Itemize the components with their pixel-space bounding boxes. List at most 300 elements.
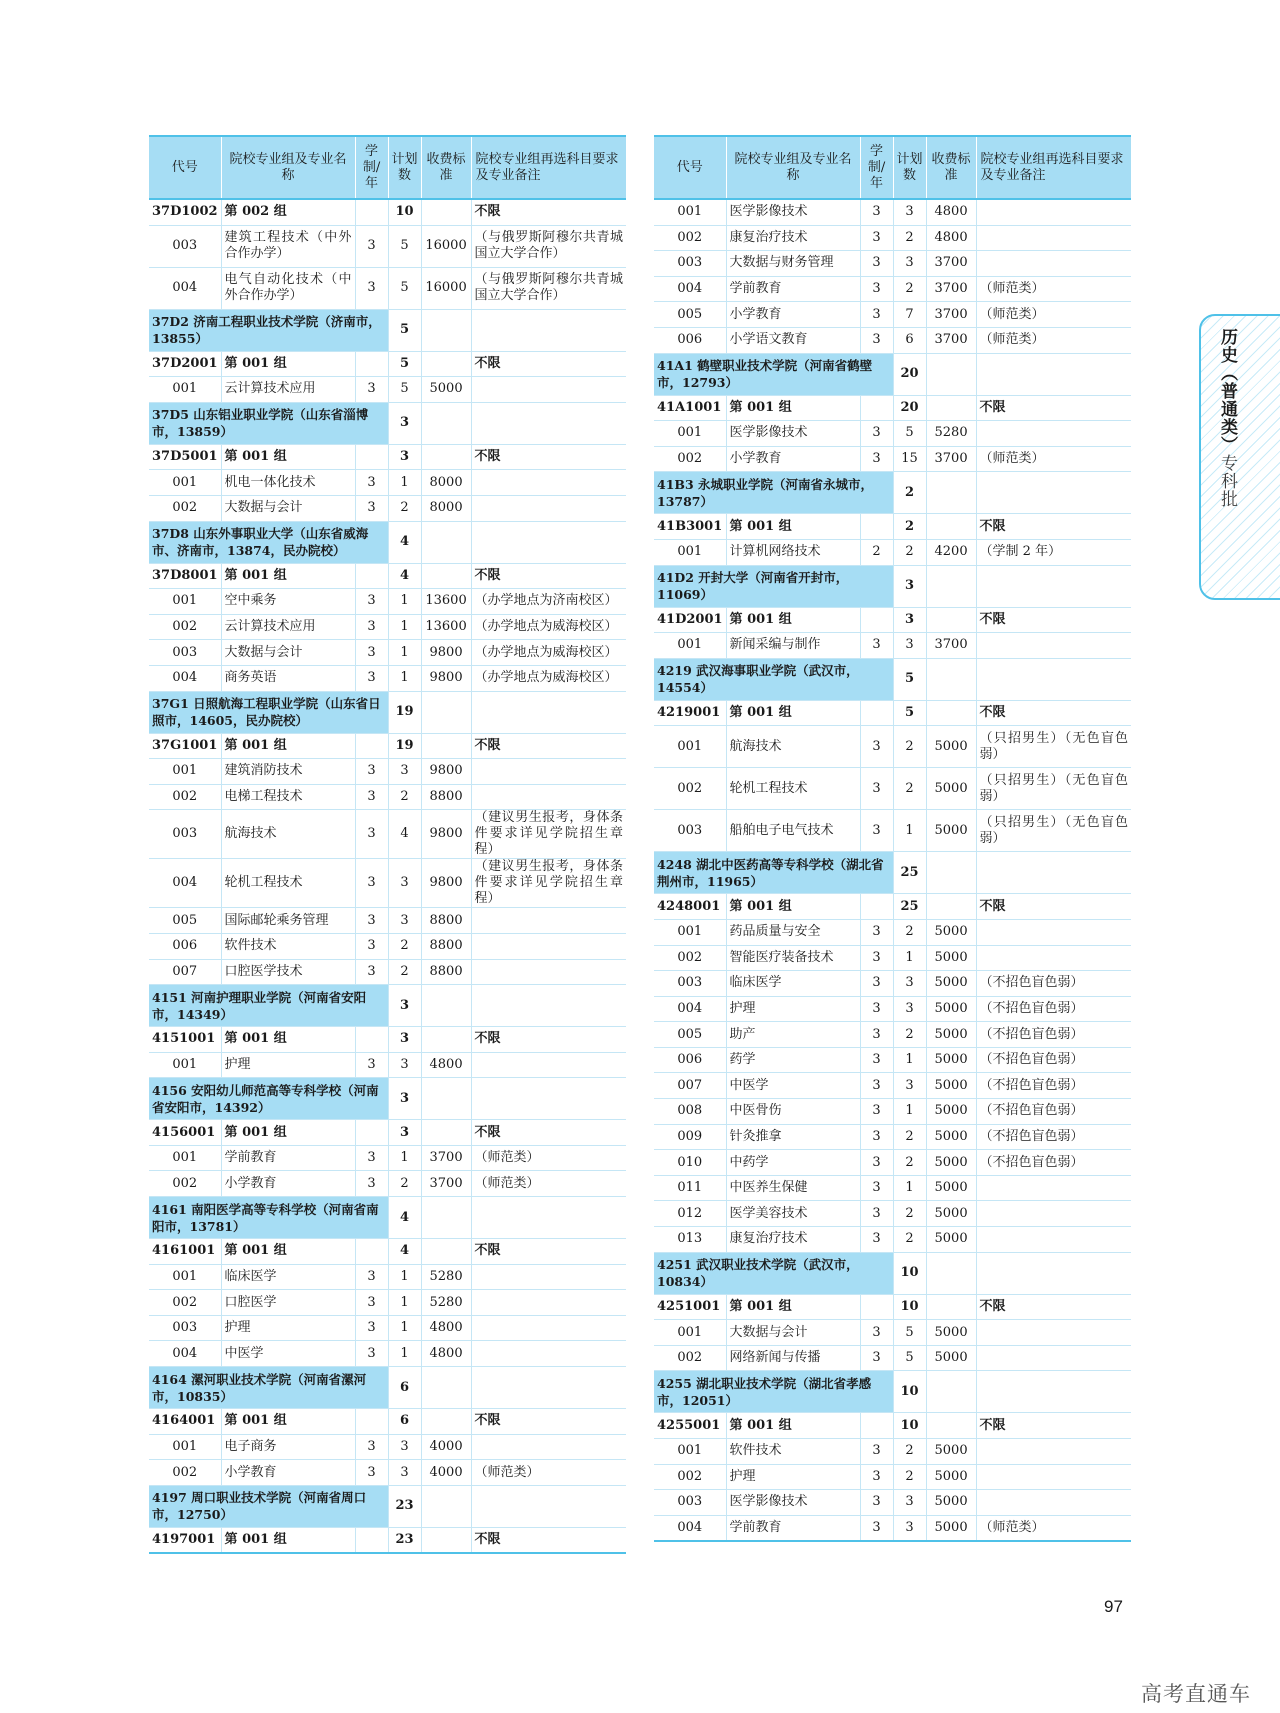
- fee-cell: [926, 395, 976, 421]
- duration-years: 3: [355, 640, 388, 666]
- fee-amount: 5000: [926, 1150, 976, 1176]
- major-row: [149, 1171, 626, 1197]
- group-code: 4248001: [654, 894, 726, 920]
- fee-amount: 5000: [926, 919, 976, 945]
- plan-count: 19: [388, 691, 421, 733]
- major-note: （不招色盲色弱）: [976, 1150, 1131, 1176]
- plan-count: 1: [388, 1290, 421, 1316]
- duration-years: 3: [355, 759, 388, 785]
- plan-count: 3: [388, 1120, 421, 1146]
- note-cell: [976, 565, 1131, 607]
- major-code: 002: [654, 945, 726, 971]
- major-note: [471, 1434, 626, 1460]
- plan-count: 3: [388, 908, 421, 934]
- duration-years: 3: [860, 1320, 893, 1346]
- major-name: 大数据与会计: [726, 1320, 860, 1346]
- plan-count: 23: [388, 1527, 421, 1553]
- major-code: 010: [654, 1150, 726, 1176]
- major-note: （办学地点为威海校区）: [471, 665, 626, 691]
- duration-cell: [355, 733, 388, 759]
- plan-count: 15: [893, 446, 926, 472]
- major-note: [976, 919, 1131, 945]
- duration-years: 3: [355, 495, 388, 521]
- plan-count: 6: [388, 1409, 421, 1435]
- group-name: 第 001 组: [726, 700, 860, 726]
- major-name: 电子商务: [221, 1434, 355, 1460]
- major-name: 康复治疗技术: [726, 225, 860, 251]
- duration-years: 3: [355, 377, 388, 403]
- duration-cell: [860, 1294, 893, 1320]
- major-name: 助产: [726, 1022, 860, 1048]
- major-code: 004: [654, 1515, 726, 1541]
- fee-cell: [421, 1239, 471, 1265]
- subject-requirement: 不限: [471, 351, 626, 377]
- group-code: 4156001: [149, 1120, 221, 1146]
- plan-count: 3: [388, 759, 421, 785]
- duration-years: 3: [355, 1341, 388, 1367]
- major-note: [471, 1315, 626, 1341]
- subject-requirement: 不限: [976, 1413, 1131, 1439]
- plan-count: 6: [388, 1367, 421, 1409]
- fee-amount: 3700: [926, 251, 976, 277]
- major-code: 007: [149, 959, 221, 985]
- institution-name: 4161 南阳医学高等专科学校（河南省南阳市，13781）: [149, 1197, 388, 1239]
- plan-count: 3: [388, 1434, 421, 1460]
- plan-count: 2: [893, 1439, 926, 1465]
- fee-amount: 5000: [421, 377, 471, 403]
- major-name: 航海技术: [221, 810, 355, 859]
- fee-cell: [421, 1485, 471, 1527]
- major-code: 009: [654, 1124, 726, 1150]
- plan-count: 2: [893, 1150, 926, 1176]
- plan-count: 2: [893, 1227, 926, 1253]
- group-name: 第 001 组: [221, 444, 355, 470]
- institution-name: 4164 漯河职业技术学院（河南省漯河市，10835）: [149, 1367, 388, 1409]
- plan-count: 1: [388, 1145, 421, 1171]
- fee-cell: [926, 1294, 976, 1320]
- major-row: [654, 1345, 1131, 1371]
- plan-count: 2: [388, 784, 421, 810]
- duration-years: 2: [860, 539, 893, 565]
- group-name: 第 001 组: [221, 1027, 355, 1053]
- fee-amount: 16000: [421, 225, 471, 267]
- note-cell: [471, 985, 626, 1027]
- fee-amount: 8800: [421, 784, 471, 810]
- plan-count: 23: [388, 1485, 421, 1527]
- major-code: 006: [149, 933, 221, 959]
- header-name: 院校专业组及专业名称: [726, 136, 860, 199]
- major-name: 口腔医学: [221, 1290, 355, 1316]
- header-plan: 计划数: [388, 136, 421, 199]
- major-code: 006: [654, 1047, 726, 1073]
- header-note: 院校专业组再选科目要求及专业备注: [471, 136, 626, 199]
- group-row: [654, 514, 1131, 540]
- note-cell: [471, 1367, 626, 1409]
- major-code: 005: [149, 908, 221, 934]
- left-table-body: [149, 199, 626, 1553]
- plan-count: 19: [388, 733, 421, 759]
- plan-count: 2: [893, 1201, 926, 1227]
- subject-requirement: 不限: [976, 700, 1131, 726]
- major-note: （师范类）: [471, 1171, 626, 1197]
- major-code: 003: [149, 225, 221, 267]
- plan-count: 5: [388, 225, 421, 267]
- major-row: [654, 1124, 1131, 1150]
- plan-count: 1: [388, 614, 421, 640]
- plan-count: 5: [893, 1345, 926, 1371]
- major-code: 002: [149, 495, 221, 521]
- institution-row: [654, 658, 1131, 700]
- group-code: 37D2001: [149, 351, 221, 377]
- group-name: 第 001 组: [726, 607, 860, 633]
- plan-count: 25: [893, 852, 926, 894]
- major-row: [654, 1320, 1131, 1346]
- major-note: [471, 1264, 626, 1290]
- major-row: [654, 421, 1131, 447]
- major-note: [471, 495, 626, 521]
- major-note: （不招色盲色弱）: [976, 1073, 1131, 1099]
- table-header-row: [149, 136, 626, 199]
- major-name: 中医学: [221, 1341, 355, 1367]
- plan-count: 3: [388, 1052, 421, 1078]
- institution-name: 37G1 日照航海工程职业学院（山东省日照市，14605，民办院校）: [149, 691, 388, 733]
- plan-count: 5: [388, 267, 421, 309]
- subject-requirement: 不限: [471, 1120, 626, 1146]
- duration-years: 3: [860, 225, 893, 251]
- major-name: 学前教育: [221, 1145, 355, 1171]
- major-name: 医学影像技术: [726, 1490, 860, 1516]
- header-fee: 收费标准: [926, 136, 976, 199]
- plan-count: 1: [893, 1047, 926, 1073]
- major-note: （不招色盲色弱）: [976, 1099, 1131, 1125]
- major-name: 学前教育: [726, 1515, 860, 1541]
- fee-cell: [421, 444, 471, 470]
- duration-years: 3: [860, 1073, 893, 1099]
- major-code: 001: [149, 759, 221, 785]
- note-cell: [471, 1485, 626, 1527]
- major-row: [149, 495, 626, 521]
- institution-name: 4197 周口职业技术学院（河南省周口市，12750）: [149, 1485, 388, 1527]
- duration-years: 3: [860, 1099, 893, 1125]
- institution-row: [149, 1078, 626, 1120]
- major-name: 大数据与财务管理: [726, 251, 860, 277]
- duration-years: 3: [355, 933, 388, 959]
- plan-count: 2: [893, 726, 926, 768]
- major-name: 商务英语: [221, 665, 355, 691]
- major-row: [149, 665, 626, 691]
- major-code: 001: [149, 1052, 221, 1078]
- side-tab-batch: 专科批: [1217, 454, 1237, 508]
- major-name: 计算机网络技术: [726, 539, 860, 565]
- major-code: 002: [149, 614, 221, 640]
- fee-amount: 9800: [421, 759, 471, 785]
- fee-amount: 3700: [421, 1171, 471, 1197]
- plan-count: 20: [893, 353, 926, 395]
- fee-amount: 8000: [421, 470, 471, 496]
- group-name: 第 001 组: [726, 894, 860, 920]
- fee-amount: 4000: [421, 1434, 471, 1460]
- institution-row: [654, 353, 1131, 395]
- fee-amount: 8000: [421, 495, 471, 521]
- major-note: [471, 1290, 626, 1316]
- fee-amount: 5000: [926, 1464, 976, 1490]
- group-name: 第 001 组: [221, 1527, 355, 1553]
- major-name: 云计算技术应用: [221, 377, 355, 403]
- note-cell: [976, 1371, 1131, 1413]
- duration-cell: [860, 700, 893, 726]
- fee-amount: 5000: [926, 1022, 976, 1048]
- major-code: 002: [654, 768, 726, 810]
- duration-years: 3: [860, 768, 893, 810]
- plan-count: 25: [893, 894, 926, 920]
- major-name: 康复治疗技术: [726, 1227, 860, 1253]
- major-row: [654, 810, 1131, 852]
- major-note: [976, 1464, 1131, 1490]
- major-note: [976, 1490, 1131, 1516]
- fee-amount: 5000: [926, 810, 976, 852]
- institution-row: [654, 1252, 1131, 1294]
- group-row: [149, 1239, 626, 1265]
- fee-amount: 5000: [926, 1073, 976, 1099]
- major-name: 大数据与会计: [221, 640, 355, 666]
- fee-cell: [421, 199, 471, 225]
- major-row: [654, 971, 1131, 997]
- group-code: 4197001: [149, 1527, 221, 1553]
- fee-amount: 16000: [421, 267, 471, 309]
- duration-years: 3: [860, 633, 893, 659]
- major-name: 中医骨伤: [726, 1099, 860, 1125]
- duration-years: 3: [860, 1022, 893, 1048]
- major-row: [149, 470, 626, 496]
- plan-count: 2: [388, 959, 421, 985]
- plan-count: 5: [388, 377, 421, 403]
- duration-years: 3: [355, 1145, 388, 1171]
- institution-row: [149, 309, 626, 351]
- note-cell: [976, 658, 1131, 700]
- major-note: [471, 908, 626, 934]
- duration-years: 3: [355, 859, 388, 908]
- major-name: 医学影像技术: [726, 199, 860, 225]
- major-note: [471, 1052, 626, 1078]
- header-code: 代号: [654, 136, 726, 199]
- subject-requirement: 不限: [976, 894, 1131, 920]
- fee-cell: [421, 733, 471, 759]
- plan-count: 3: [388, 444, 421, 470]
- group-name: 第 002 组: [221, 199, 355, 225]
- subject-requirement: 不限: [471, 733, 626, 759]
- institution-row: [149, 985, 626, 1027]
- major-note: （办学地点为济南校区）: [471, 589, 626, 615]
- plan-count: 2: [893, 768, 926, 810]
- fee-amount: 9800: [421, 810, 471, 859]
- major-note: [976, 199, 1131, 225]
- group-row: [149, 1409, 626, 1435]
- fee-amount: 5280: [421, 1264, 471, 1290]
- major-name: 小学语文教育: [726, 327, 860, 353]
- major-note: [976, 1439, 1131, 1465]
- major-name: 小学教育: [726, 446, 860, 472]
- major-note: （师范类）: [976, 1515, 1131, 1541]
- fee-cell: [926, 1252, 976, 1294]
- fee-amount: 4200: [926, 539, 976, 565]
- table-header-row: [654, 136, 1131, 199]
- major-code: 013: [654, 1227, 726, 1253]
- major-row: [654, 1201, 1131, 1227]
- fee-amount: 5000: [926, 1345, 976, 1371]
- major-row: [149, 1434, 626, 1460]
- duration-years: 3: [355, 589, 388, 615]
- plan-count: 1: [893, 1099, 926, 1125]
- major-name: 智能医疗装备技术: [726, 945, 860, 971]
- major-row: [149, 589, 626, 615]
- fee-amount: 4000: [421, 1460, 471, 1486]
- note-cell: [976, 353, 1131, 395]
- fee-amount: 3700: [926, 276, 976, 302]
- major-row: [149, 1290, 626, 1316]
- duration-cell: [355, 1120, 388, 1146]
- plan-count: 3: [893, 633, 926, 659]
- major-row: [149, 959, 626, 985]
- note-cell: [471, 402, 626, 444]
- institution-row: [654, 472, 1131, 514]
- duration-years: 3: [860, 945, 893, 971]
- major-code: 001: [654, 1439, 726, 1465]
- fee-amount: 4800: [421, 1052, 471, 1078]
- plan-count: 3: [388, 402, 421, 444]
- fee-amount: 3700: [926, 446, 976, 472]
- group-row: [654, 395, 1131, 421]
- major-name: 软件技术: [726, 1439, 860, 1465]
- plan-count: 3: [388, 1078, 421, 1120]
- duration-years: 3: [860, 1175, 893, 1201]
- fee-amount: 5000: [926, 1047, 976, 1073]
- major-note: [471, 959, 626, 985]
- fee-cell: [421, 1409, 471, 1435]
- major-code: 011: [654, 1175, 726, 1201]
- subject-requirement: 不限: [976, 514, 1131, 540]
- group-name: 第 001 组: [726, 514, 860, 540]
- fee-amount: 5000: [926, 1439, 976, 1465]
- group-row: [149, 733, 626, 759]
- major-name: 新闻采编与制作: [726, 633, 860, 659]
- fee-amount: 5000: [926, 996, 976, 1022]
- group-row: [654, 1294, 1131, 1320]
- major-note: （师范类）: [976, 446, 1131, 472]
- plan-count: 1: [388, 1315, 421, 1341]
- duration-years: 3: [860, 996, 893, 1022]
- major-note: [471, 784, 626, 810]
- major-row: [149, 810, 626, 859]
- fee-cell: [421, 1527, 471, 1553]
- header-note: 院校专业组再选科目要求及专业备注: [976, 136, 1131, 199]
- major-row: [654, 633, 1131, 659]
- fee-cell: [926, 607, 976, 633]
- fee-cell: [421, 402, 471, 444]
- duration-years: 3: [355, 1315, 388, 1341]
- fee-cell: [926, 514, 976, 540]
- plan-count: 1: [388, 1341, 421, 1367]
- fee-cell: [421, 691, 471, 733]
- group-row: [149, 1027, 626, 1053]
- fee-cell: [926, 1413, 976, 1439]
- major-row: [149, 1052, 626, 1078]
- major-code: 001: [149, 470, 221, 496]
- major-note: [976, 225, 1131, 251]
- duration-cell: [860, 514, 893, 540]
- major-row: [149, 759, 626, 785]
- fee-amount: 13600: [421, 589, 471, 615]
- duration-years: 3: [355, 614, 388, 640]
- major-code: 002: [654, 446, 726, 472]
- duration-years: 3: [860, 1227, 893, 1253]
- major-note: （办学地点为威海校区）: [471, 640, 626, 666]
- plan-count: 2: [893, 539, 926, 565]
- major-name: 护理: [726, 996, 860, 1022]
- plan-count: 1: [388, 1264, 421, 1290]
- group-code: 4164001: [149, 1409, 221, 1435]
- group-code: 4161001: [149, 1239, 221, 1265]
- major-note: （与俄罗斯阿穆尔共青城国立大学合作）: [471, 225, 626, 267]
- duration-cell: [355, 563, 388, 589]
- plan-count: 3: [893, 251, 926, 277]
- plan-count: 2: [893, 472, 926, 514]
- major-code: 001: [654, 919, 726, 945]
- fee-amount: 9800: [421, 859, 471, 908]
- side-tab-category: 历史（普通类）: [1217, 328, 1237, 454]
- plan-count: 2: [388, 933, 421, 959]
- plan-count: 4: [388, 521, 421, 563]
- major-row: [654, 1150, 1131, 1176]
- duration-years: 3: [355, 1052, 388, 1078]
- duration-years: 3: [860, 1464, 893, 1490]
- duration-years: 3: [355, 665, 388, 691]
- major-code: 001: [149, 1264, 221, 1290]
- major-note: （不招色盲色弱）: [976, 1047, 1131, 1073]
- major-name: 药品质量与安全: [726, 919, 860, 945]
- major-code: 001: [654, 199, 726, 225]
- subject-requirement: 不限: [471, 1027, 626, 1053]
- major-row: [149, 933, 626, 959]
- major-note: [471, 933, 626, 959]
- major-row: [654, 768, 1131, 810]
- major-row: [654, 539, 1131, 565]
- institution-name: 41B3 永城职业学院（河南省永城市，13787）: [654, 472, 893, 514]
- major-row: [654, 1175, 1131, 1201]
- fee-cell: [421, 1078, 471, 1120]
- plan-count: 5: [893, 658, 926, 700]
- plan-count: 5: [893, 700, 926, 726]
- major-name: 中药学: [726, 1150, 860, 1176]
- note-cell: [471, 1078, 626, 1120]
- major-row: [654, 1099, 1131, 1125]
- fee-amount: 5280: [421, 1290, 471, 1316]
- major-note: （建议男生报考，身体条件要求详见学院招生章程）: [471, 859, 626, 908]
- duration-years: 3: [860, 726, 893, 768]
- major-row: [654, 945, 1131, 971]
- fee-amount: 3700: [926, 302, 976, 328]
- plan-count: 2: [893, 919, 926, 945]
- major-name: 护理: [221, 1315, 355, 1341]
- plan-count: 10: [893, 1252, 926, 1294]
- major-note: （办学地点为威海校区）: [471, 614, 626, 640]
- duration-years: 3: [355, 810, 388, 859]
- duration-cell: [355, 1527, 388, 1553]
- major-row: [654, 1490, 1131, 1516]
- major-name: 轮机工程技术: [726, 768, 860, 810]
- group-row: [149, 444, 626, 470]
- major-note: （师范类）: [976, 327, 1131, 353]
- duration-years: 3: [860, 1490, 893, 1516]
